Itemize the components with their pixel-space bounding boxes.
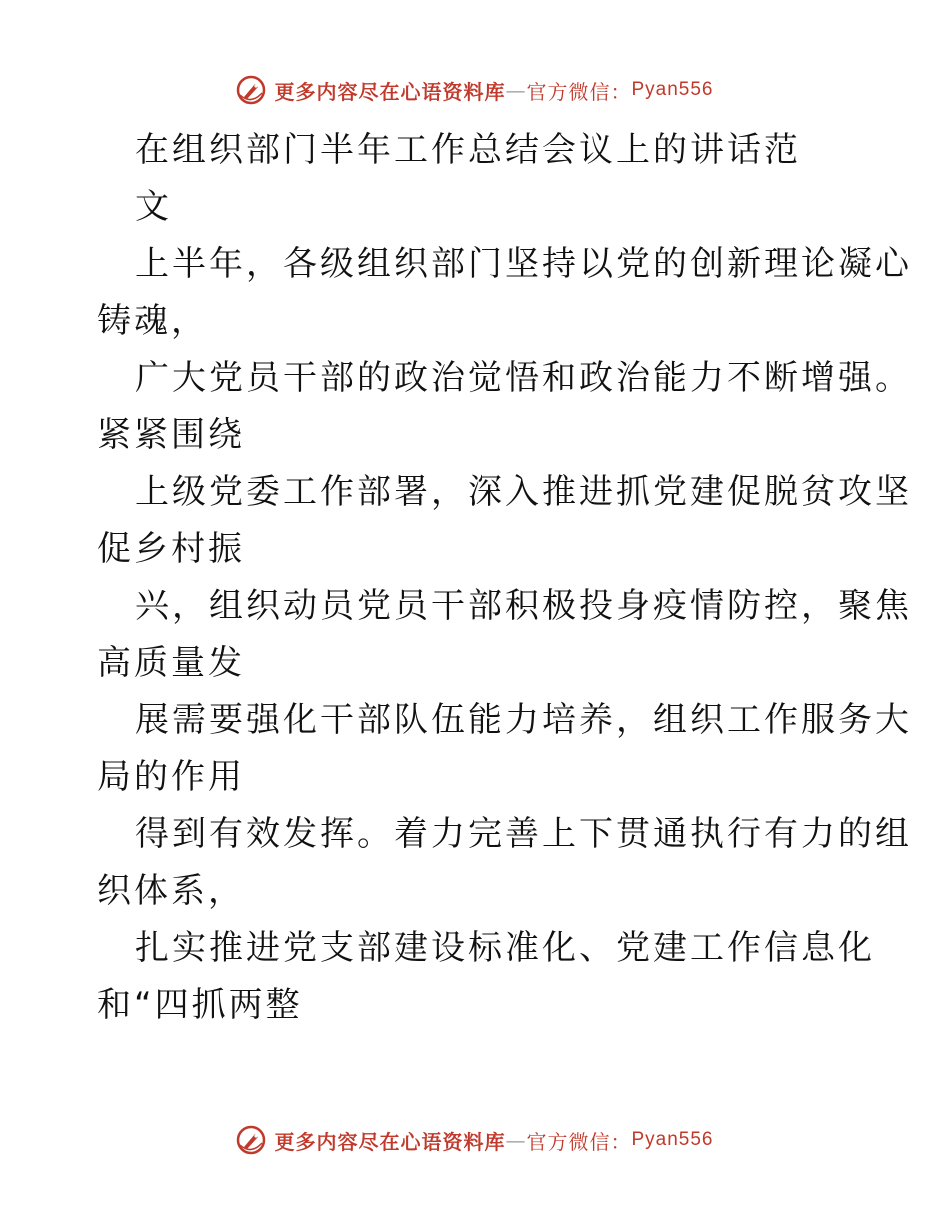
banner-wechat-label: 官方微信： — [526, 79, 632, 104]
pen-nib-logo-icon — [236, 1125, 266, 1155]
pen-nib-logo-icon — [236, 75, 266, 105]
banner-separator: — — [505, 78, 527, 102]
banner-main-text: 更多内容尽在心语资料库 — [274, 79, 506, 104]
text-line: 局的作用 — [97, 757, 245, 797]
text-line: 扎实推进党支部建设标准化、党建工作信息化 — [135, 928, 875, 968]
text-line: 在组织部门半年工作总结会议上的讲话范 — [135, 130, 801, 170]
text-line: 织体系， — [97, 871, 245, 911]
text-line: 铸魂， — [97, 301, 208, 341]
text-line: 文 — [135, 187, 172, 227]
document-body — [97, 122, 912, 1034]
text-line: 高质量发 — [97, 643, 245, 683]
header-banner — [0, 70, 950, 110]
banner-wechat-label: 官方微信： — [526, 1129, 632, 1154]
banner-main-text: 更多内容尽在心语资料库 — [274, 1129, 506, 1154]
text-line: 和“四抓两整 — [97, 985, 303, 1025]
banner-wechat-id: Pyan556 — [631, 1129, 714, 1150]
text-line: 兴，组织动员党员干部积极投身疫情防控，聚焦 — [135, 586, 912, 626]
text-line: 上半年，各级组织部门坚持以党的创新理论凝心 — [135, 244, 912, 284]
banner-wechat-id: Pyan556 — [631, 79, 714, 100]
footer-banner — [0, 1120, 950, 1160]
text-line: 广大党员干部的政治觉悟和政治能力不断增强。 — [135, 358, 912, 398]
text-line: 促乡村振 — [97, 529, 245, 569]
banner-separator: — — [505, 1128, 527, 1152]
text-line: 上级党委工作部署，深入推进抓党建促脱贫攻坚 — [135, 472, 912, 512]
text-line: 展需要强化干部队伍能力培养，组织工作服务大 — [135, 700, 912, 740]
text-line: 得到有效发挥。着力完善上下贯通执行有力的组 — [135, 814, 912, 854]
text-line: 紧紧围绕 — [97, 415, 245, 455]
